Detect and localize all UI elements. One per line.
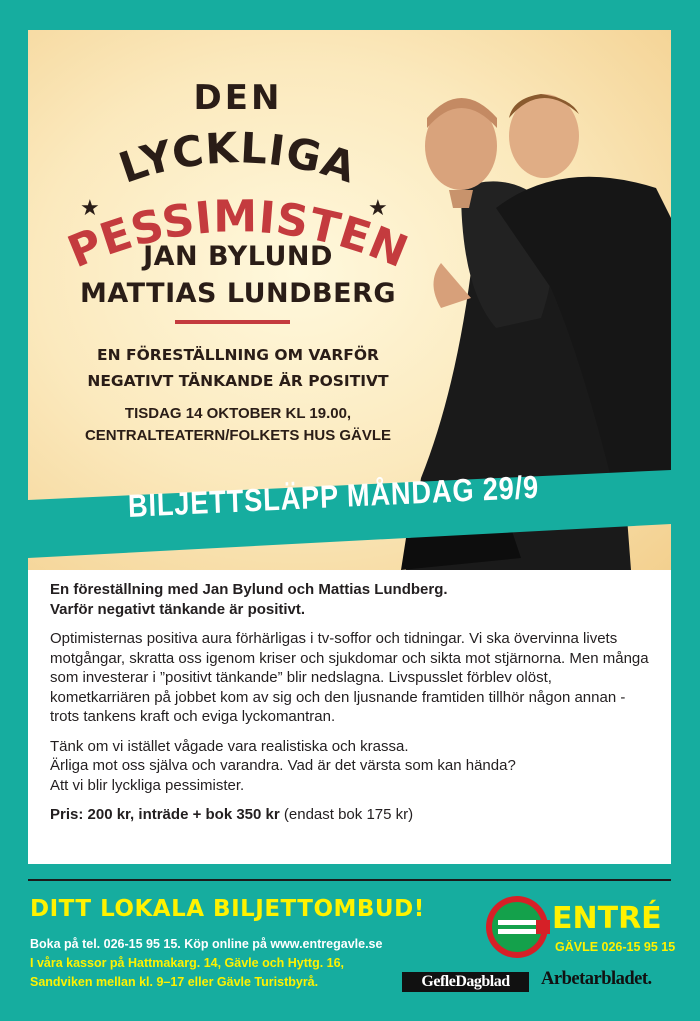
contact-address: I våra kassor på Hattmakarg. 14, Gävle och Hyttg. 16, <box>30 956 345 970</box>
performer-names <box>28 238 448 312</box>
title-den: DEN <box>193 78 283 118</box>
description-paragraph-2 <box>50 737 649 796</box>
subtitle-line-1: EN FÖRESTÄLLNING OM VARFÖR <box>97 346 379 364</box>
footer-divider <box>28 879 671 881</box>
event-date: TISDAG 14 OKTOBER KL 19.00, <box>124 405 352 422</box>
lead-line-2: Varför negativt tänkande är positivt. <box>50 600 306 618</box>
red-divider <box>175 320 290 324</box>
title-lyckliga: LYCKLIGA <box>112 123 363 193</box>
event-details <box>28 403 448 447</box>
subtitle-line-2: NEGATIVT TÄNKANDE ÄR POSITIVT <box>87 372 389 390</box>
event-venue: CENTRALTEATERN/FOLKETS HUS GÄVLE <box>84 427 392 444</box>
show-subtitle <box>28 342 448 394</box>
star-icon: ★ <box>80 196 100 221</box>
price-bold: Pris: 200 kr, inträde + bok 350 kr <box>50 806 280 823</box>
entre-logo-name: ENTRÉ <box>552 901 662 936</box>
ticket-agent-heading: DITT LOKALA BILJETTOMBUD! <box>30 896 425 922</box>
paragraph-2-line-2: Ärliga mot oss själva och varandra. Vad är det värsta som kan hända? <box>50 757 516 774</box>
title-block <box>28 30 448 490</box>
price-note: (endast bok 175 kr) <box>279 806 414 823</box>
contact-phone-web: Boka på tel. 026-15 95 15. Köp online på www.entregavle.se <box>30 937 383 951</box>
description-paragraph-1: Optimisternas positiva aura förhärligas i tv-soffor och tidningar. Vi ska övervinna livets motgångar, skratta oss igenom kriser och sjukdomar och sikta mot stjärnorna. Men många som investerar i ”positivt tänkande” blir nedslagna. Livspusslet förblev olöst, kometkarriären på jobbet kom av sig och den ljusnande framtiden tillhör någon annan - trots tankens kraft och eviga lyckomantran. <box>50 630 649 725</box>
contact-hours: Sandviken mellan kl. 9–17 eller Gävle Turistbyrå. <box>30 975 319 989</box>
ticket-release-text: BILJETTSLÄPP MÅNDAG 29/9 <box>127 468 540 524</box>
performer-name-2: MATTIAS LUNDBERG <box>79 278 397 309</box>
gefle-dagblad-logo: GefleDagblad <box>402 972 529 992</box>
lead-line-1: En föreställning med Jan Bylund och Mattias Lundberg. <box>50 581 448 598</box>
contact-info <box>30 935 382 992</box>
lead-text <box>50 580 649 619</box>
description-box <box>28 570 671 864</box>
paragraph-2-line-3: Att vi blir lyckliga pessimister. <box>50 776 245 794</box>
paragraph-2-line-1: Tänk om vi istället vågade vara realistiska och krassa. <box>50 737 409 755</box>
entre-logo-phone: GÄVLE 026-15 95 15 <box>555 940 676 954</box>
star-icon: ★ <box>368 196 388 221</box>
performer-name-1: JAN BYLUND <box>143 241 333 272</box>
entre-logo-icon <box>484 892 684 962</box>
title-pessimisten: PESSIMISTEN <box>60 191 415 279</box>
price-info <box>50 805 649 825</box>
arbetarbladet-logo: Arbetarbladet. <box>541 969 652 989</box>
